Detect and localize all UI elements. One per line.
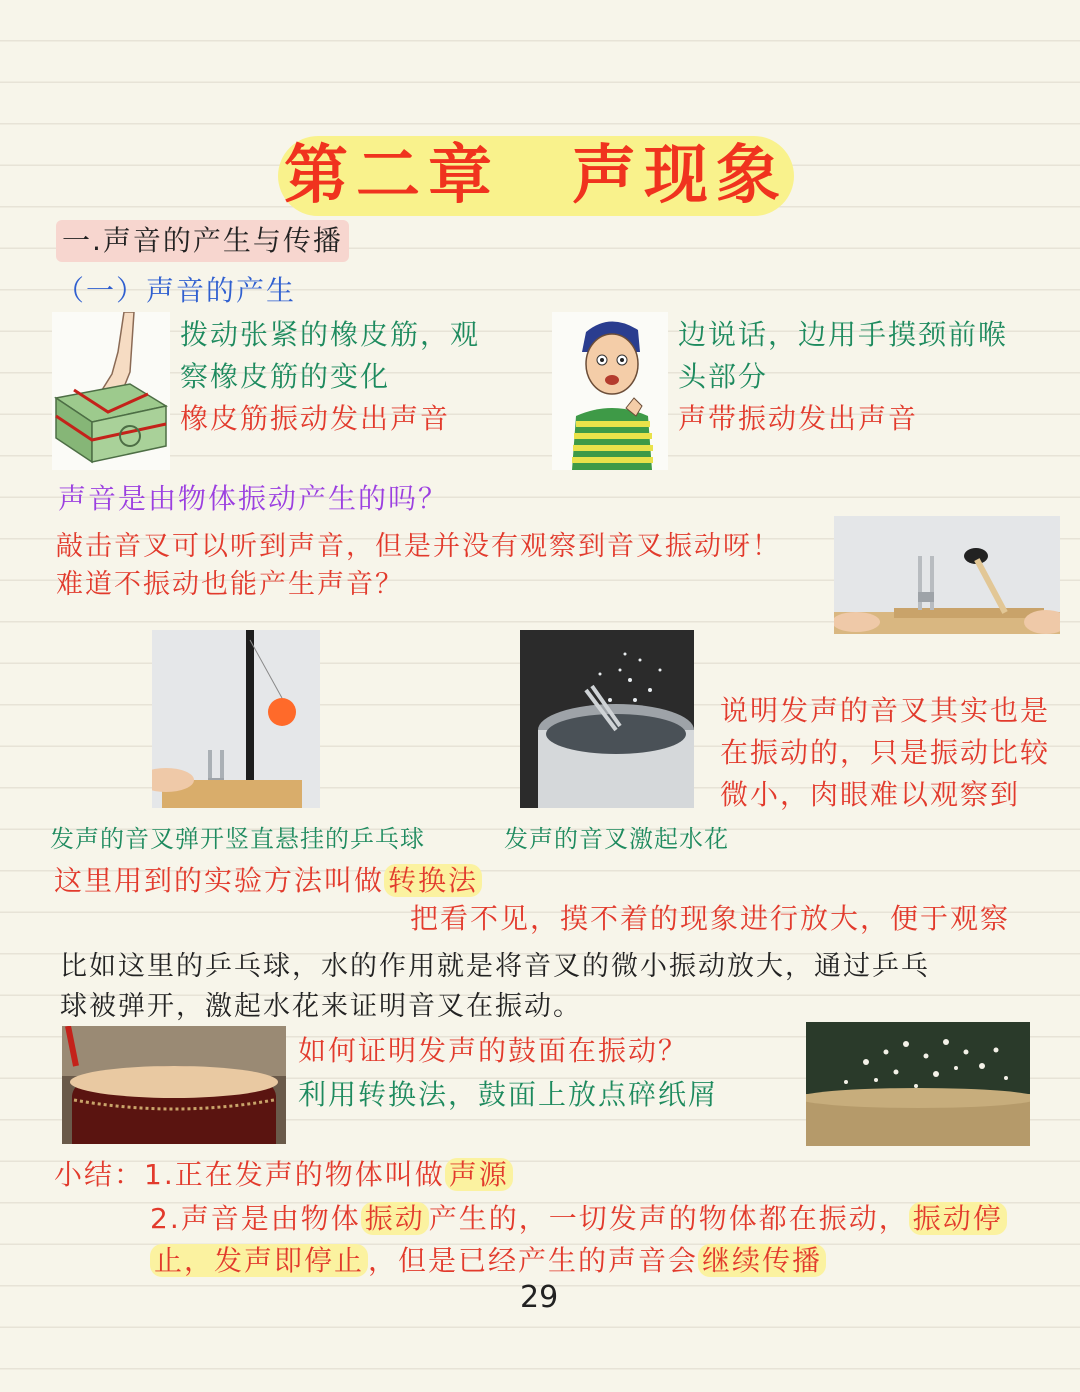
rubber-instruction-line-2: 察橡皮筋的变化	[180, 360, 391, 393]
example-line-2: 球被弹开，激起水花来证明音叉在振动。	[60, 991, 582, 1022]
fork-observation-line-1: 敲击音叉可以听到声音，但是并没有观察到音叉振动呀！	[56, 531, 781, 562]
boy-touching-throat-illustration	[552, 312, 668, 470]
rubber-band-box-illustration	[52, 312, 170, 470]
caption-water: 发声的音叉激起水花	[504, 825, 729, 853]
drum-answer: 利用转换法，鼓面上放点碎纸屑	[298, 1078, 719, 1111]
summary-item-2-line-2	[150, 1240, 826, 1282]
summary-vibration-stop-highlight: 振动停	[909, 1202, 1007, 1235]
summary-sound-source-highlight: 声源	[445, 1158, 513, 1191]
summary-item-1	[54, 1154, 513, 1196]
summary-item-2-text-c: ，但是已经产生的声音会	[368, 1244, 699, 1277]
summary-sound-stop-highlight: 止，发声即停止	[150, 1244, 368, 1277]
paper-scraps-on-drum-photo	[806, 1022, 1030, 1146]
section-heading: 一.声音的产生与传播	[56, 220, 349, 262]
summary-item-2-line-1	[150, 1198, 1007, 1240]
method-sentence	[54, 860, 482, 902]
drum-photo	[62, 1026, 286, 1144]
tuning-fork-ping-pong-photo	[152, 630, 320, 808]
drum-question: 如何证明发声的鼓面在振动？	[298, 1034, 689, 1067]
method-description: 把看不见，摸不着的现象进行放大，便于观察	[410, 902, 1011, 935]
question-text: 声音是由物体振动产生的吗？	[58, 482, 449, 515]
tuning-fork-mallet-photo	[834, 516, 1060, 634]
summary-item-2-text-b: 产生的，一切发声的物体都在振动，	[428, 1202, 909, 1235]
explanation-line-3: 微小，肉眼难以观察到	[720, 778, 1021, 811]
subsection-heading: （一）声音的产生	[56, 274, 297, 307]
method-name-highlight: 转换法	[384, 864, 482, 897]
summary-vibration-highlight: 振动	[361, 1202, 429, 1235]
page-number: 29	[520, 1280, 559, 1315]
explanation-line-1: 说明发声的音叉其实也是	[720, 694, 1051, 727]
summary-label: 小结：	[54, 1158, 145, 1191]
chapter-title: 第二章 声现象	[278, 136, 794, 216]
rubber-conclusion: 橡皮筋振动发出声音	[180, 402, 451, 435]
summary-item-2-text-a: 2.声音是由物体	[150, 1202, 361, 1235]
summary-item-1-text: 1.正在发声的物体叫做	[144, 1158, 445, 1191]
explanation-line-2: 在振动的，只是振动比较	[720, 736, 1051, 769]
tuning-fork-water-splash-photo	[520, 630, 694, 808]
fork-observation-line-2: 难道不振动也能产生声音？	[56, 569, 404, 600]
caption-ping-pong: 发声的音叉弹开竖直悬挂的乒乓球	[50, 825, 425, 853]
summary-continue-highlight: 继续传播	[698, 1244, 826, 1277]
rubber-instruction-line-1: 拨动张紧的橡皮筋，观	[180, 318, 481, 351]
method-prefix: 这里用到的实验方法叫做	[54, 864, 385, 897]
throat-instruction-line-1: 边说话，边用手摸颈前喉	[678, 318, 1009, 351]
throat-conclusion: 声带振动发出声音	[678, 402, 919, 435]
throat-instruction-line-2: 头部分	[678, 360, 769, 393]
example-line-1: 比如这里的乒乓球，水的作用就是将音叉的微小振动放大，通过乒乓	[60, 951, 930, 982]
